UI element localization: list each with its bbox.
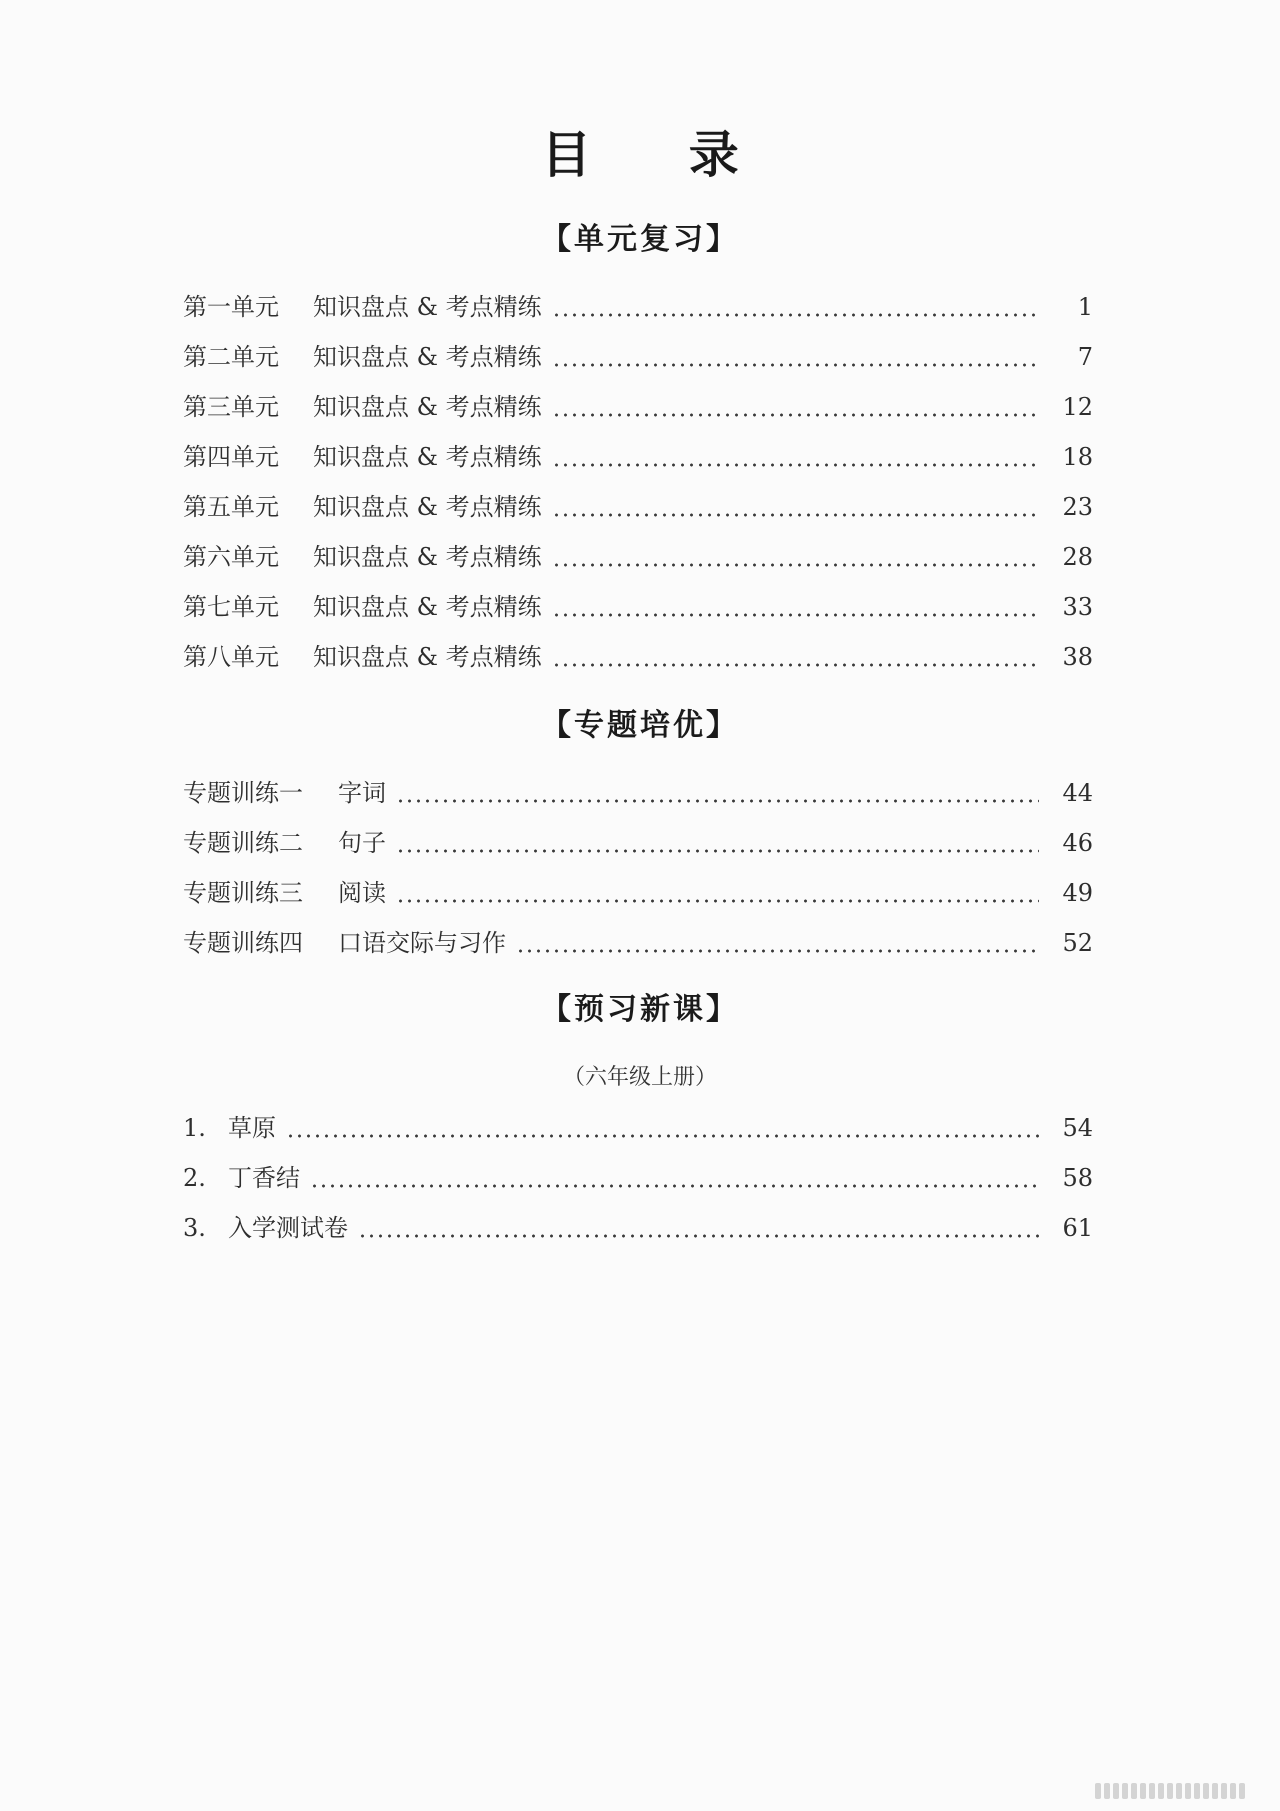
- toc-page-number: 38: [1062, 643, 1093, 671]
- dot-leader: [552, 640, 1039, 674]
- toc-row[interactable]: [183, 490, 1093, 524]
- toc-row[interactable]: [183, 590, 1093, 624]
- toc-entry-name: 丁香结: [228, 1164, 300, 1192]
- page-title: 目 录: [541, 125, 779, 184]
- toc-page-number: 33: [1062, 593, 1093, 621]
- toc-page-number: 7: [1077, 343, 1093, 371]
- toc-entry-name: 草原: [228, 1114, 276, 1142]
- toc-entry-name: 句子: [338, 829, 386, 857]
- toc-row[interactable]: [183, 1111, 1093, 1145]
- dot-leader: [286, 1111, 1039, 1145]
- toc-page-number: 49: [1062, 879, 1093, 907]
- dot-leader: [552, 540, 1039, 574]
- toc-row[interactable]: [183, 776, 1093, 810]
- dot-leader: [396, 776, 1039, 810]
- toc-page-number: 28: [1062, 543, 1093, 571]
- toc-entry-name: 知识盘点 & 考点精练: [313, 343, 542, 371]
- toc-unit: 第七单元: [183, 593, 279, 621]
- toc-unit: 专题训练四: [183, 929, 303, 957]
- toc-unit: 专题训练三: [183, 879, 303, 907]
- dot-leader: [552, 590, 1039, 624]
- toc-entry-name: 知识盘点 & 考点精练: [313, 443, 542, 471]
- toc-page-number: 54: [1062, 1114, 1093, 1142]
- dot-leader: [358, 1211, 1039, 1245]
- dot-leader: [552, 440, 1039, 474]
- section-heading-preview: 【预习新课】: [541, 992, 739, 1027]
- toc-unit: 第六单元: [183, 543, 279, 571]
- section-heading-special-topics: 【专题培优】: [541, 708, 739, 743]
- toc-row[interactable]: [183, 876, 1093, 910]
- toc-row[interactable]: [183, 390, 1093, 424]
- dot-leader: [552, 290, 1039, 324]
- toc-page-number: 52: [1062, 929, 1093, 957]
- toc-page-number: 61: [1062, 1214, 1093, 1242]
- toc-unit: 专题训练一: [183, 779, 303, 807]
- dot-leader: [396, 826, 1039, 860]
- toc-number: 2.: [183, 1164, 206, 1192]
- toc-row[interactable]: [183, 1211, 1093, 1245]
- dot-leader: [552, 390, 1039, 424]
- toc-entry-name: 知识盘点 & 考点精练: [313, 293, 542, 321]
- dot-leader: [396, 876, 1039, 910]
- toc-row[interactable]: [183, 540, 1093, 574]
- toc-unit: 第一单元: [183, 293, 279, 321]
- toc-page-number: 1: [1077, 293, 1093, 321]
- dot-leader: [516, 926, 1039, 960]
- toc-row[interactable]: [183, 640, 1093, 674]
- toc-entry-name: 知识盘点 & 考点精练: [313, 543, 542, 571]
- toc-page-number: 58: [1062, 1164, 1093, 1192]
- toc-entry-name: 知识盘点 & 考点精练: [313, 593, 542, 621]
- toc-entry-name: 入学测试卷: [228, 1214, 348, 1242]
- toc-row[interactable]: [183, 926, 1093, 960]
- toc-unit: 第三单元: [183, 393, 279, 421]
- toc-page-number: 18: [1062, 443, 1093, 471]
- toc-row[interactable]: [183, 440, 1093, 474]
- toc-unit: 第二单元: [183, 343, 279, 371]
- toc-page-number: 23: [1062, 493, 1093, 521]
- dot-leader: [552, 490, 1039, 524]
- toc-unit: 第四单元: [183, 443, 279, 471]
- dot-leader: [310, 1161, 1039, 1195]
- toc-row[interactable]: [183, 826, 1093, 860]
- toc-row[interactable]: [183, 1161, 1093, 1195]
- toc-page-number: 12: [1062, 393, 1093, 421]
- toc-unit: 专题训练二: [183, 829, 303, 857]
- dot-leader: [552, 340, 1039, 374]
- image-strip-indicator: [1095, 1782, 1250, 1800]
- toc-row[interactable]: [183, 340, 1093, 374]
- toc-entry-name: 知识盘点 & 考点精练: [313, 643, 542, 671]
- toc-entry-name: 知识盘点 & 考点精练: [313, 393, 542, 421]
- toc-entry-name: 知识盘点 & 考点精练: [313, 493, 542, 521]
- toc-number: 3.: [183, 1214, 206, 1242]
- toc-entry-name: 口语交际与习作: [338, 929, 506, 957]
- toc-page-number: 44: [1062, 779, 1093, 807]
- toc-row[interactable]: [183, 290, 1093, 324]
- toc-entry-name: 字词: [338, 779, 386, 807]
- toc-unit: 第五单元: [183, 493, 279, 521]
- section-subheading: （六年级上册）: [562, 1065, 717, 1090]
- toc-unit: 第八单元: [183, 643, 279, 671]
- toc-page-number: 46: [1062, 829, 1093, 857]
- toc-entry-name: 阅读: [338, 879, 386, 907]
- toc-number: 1.: [183, 1114, 206, 1142]
- section-heading-unit-review: 【单元复习】: [541, 222, 739, 257]
